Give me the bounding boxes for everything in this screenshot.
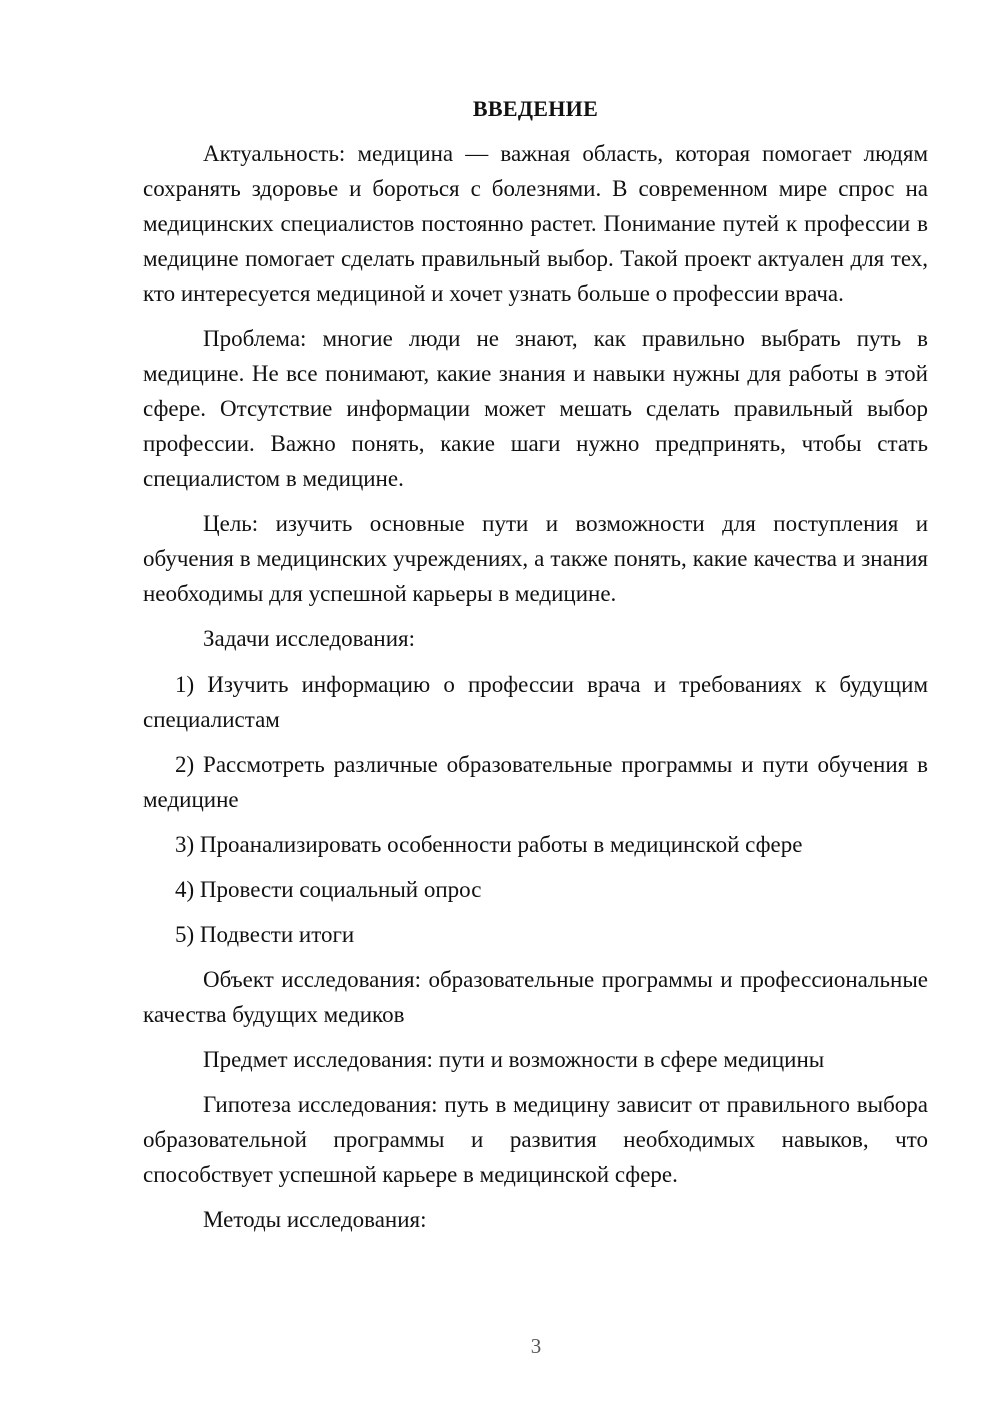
- relevance-paragraph: Актуальность: медицина — важная область, которая помогает людям сохранять здоровье и бороться с болезнями. В современном мире спрос на медицинских специалистов постоянно растет. Понимание путей к профессии в медицине помогает сделать правильный выбор. Такой проект актуален для тех, кто интересуется медициной и хочет узнать больше о профессии врача.: [143, 141, 928, 306]
- page-number: 3: [530, 1334, 542, 1358]
- object-paragraph: Объект исследования: образовательные программы и профессиональные качества будущих медиков: [143, 967, 928, 1027]
- task-item-3: 3) Проанализировать особенности работы в медицинской сфере: [175, 832, 803, 857]
- document-body: [143, 94, 928, 1247]
- tasks-heading: Задачи исследования:: [203, 626, 416, 651]
- subject-paragraph: Предмет исследования: пути и возможности в сфере медицины: [203, 1047, 825, 1072]
- task-item-4: 4) Провести социальный опрос: [175, 877, 482, 902]
- task-item-1: 1) Изучить информацию о профессии врача и требованиях к будущим специалистам: [143, 672, 928, 732]
- task-item-5: 5) Подвести итоги: [175, 922, 355, 947]
- hypothesis-paragraph: Гипотеза исследования: путь в медицину зависит от правильного выбора образовательной программы и развития необходимых навыков, что способствует успешной карьере в медицинской сфере.: [143, 1092, 928, 1187]
- problem-paragraph: Проблема: многие люди не знают, как правильно выбрать путь в медицине. Не все понимают, какие знания и навыки нужны для работы в этой сфере. Отсутствие информации может мешать сделать правильный выбор профессии. Важно понять, какие шаги нужно предпринять, чтобы стать специалистом в медицине.: [143, 326, 928, 491]
- methods-paragraph: Методы исследования:: [203, 1207, 427, 1232]
- task-item-2: 2) Рассмотреть различные образовательные программы и пути обучения в медицине: [143, 752, 928, 812]
- goal-paragraph: Цель: изучить основные пути и возможности для поступления и обучения в медицинских учреждениях, а также понять, какие качества и знания необходимы для успешной карьеры в медицине.: [143, 511, 928, 606]
- page-title: ВВЕДЕНИЕ: [472, 96, 599, 121]
